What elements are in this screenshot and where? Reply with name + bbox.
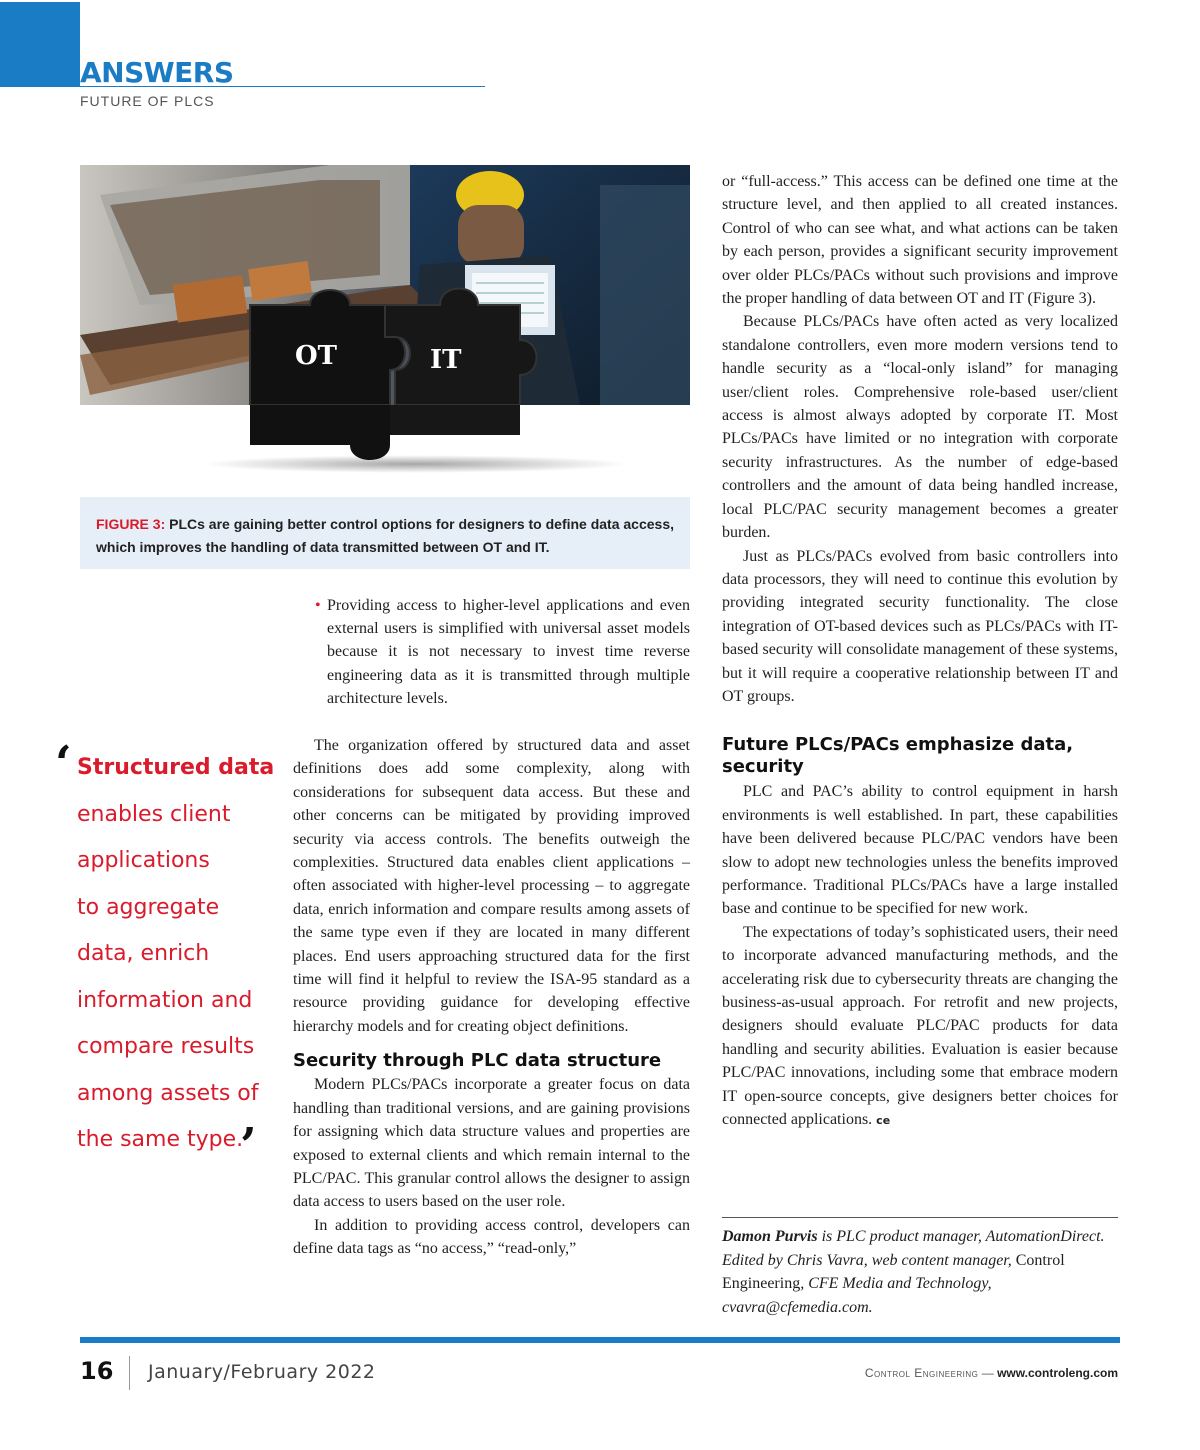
author-bio [722, 1225, 1118, 1319]
header-rule [0, 86, 485, 87]
body-paragraph: Modern PLCs/PACs incorporate a greater focus on data handling than traditional versions, and are gaining provisions for assigning which data structure values and properties are exposed to external clients and which remain internal to the PLC/PAC. This granular control allows the designer to assign data access to users based on the user role. [293, 1076, 690, 1211]
section-heading: Security through PLC data structure [293, 1050, 662, 1072]
footer-rule [80, 1337, 1120, 1343]
puzzle-label-it: IT [430, 345, 462, 375]
bullet-dot-icon: • [315, 597, 321, 614]
middle-column [293, 734, 690, 1261]
bio-text: , CFE Media and Technology, cvavra@cfemedia.com. [722, 1275, 992, 1316]
pull-quote-line: compare results [77, 1034, 255, 1059]
figure-image [80, 165, 690, 405]
right-column [722, 170, 1118, 1132]
pull-quote [77, 745, 277, 1164]
pull-quote-line: information and [77, 987, 253, 1013]
body-paragraph: PLC and PAC’s ability to control equipment in harsh environments is well established. In part, these capabilities have been delivered because PLC/PAC vendors have been slow to adopt new technologies unless the benefits improved performance. Traditional PLCs/PACs have a large installed base and continue to be specified for new work. [722, 783, 1118, 918]
section-title: ANSWERS [80, 56, 234, 89]
footer-magazine: Control Engineering [864, 1366, 979, 1380]
footer-url[interactable]: www.controleng.com [997, 1366, 1118, 1380]
body-paragraph: Because PLCs/PACs have often acted as very localized standalone controllers, even more modern versions tend to handle security as a “local-only island” for managing user/client roles. Comprehensive role-based user/client access is almost always adopted by corporate IT. Most PLCs/PACs have limited or no integration with corporate security infrastructures. As the number of edge-based controllers and the amount of data being handled increase, local PLC/PAC security management becomes a greater burden. [722, 313, 1118, 542]
author-name: Damon Purvis [722, 1228, 818, 1245]
figure-shadow [200, 455, 630, 473]
body-paragraph: Just as PLCs/PACs evolved from basic controllers into data processors, they will need to continue this evolution by providing integrated security functionality. The close integration of OT-based devices such as PLCs/PACs with IT-based security will consolidate management of these systems, but it will require a cooperative relationship between IT and OT groups. [722, 547, 1118, 705]
end-mark-icon: ce [876, 1114, 891, 1128]
pull-quote-line: among assets of [77, 1080, 259, 1106]
pull-quote-line: Structured data [77, 755, 275, 780]
close-quote-icon: ’ [240, 1118, 257, 1174]
bio-rule [722, 1217, 1118, 1218]
caption-text: PLCs are gaining better control options for designers to define data access, which improves the handling of data transmitted between OT and IT. [96, 516, 675, 555]
pull-quote-line: the same type. [77, 1127, 244, 1152]
section-heading: Future PLCs/PACs emphasize data, security [722, 734, 1074, 778]
figure-caption [80, 497, 690, 569]
bio-text: is PLC product manager, AutomationDirect. Edited by Chris Vavra, web content manager, [722, 1228, 1105, 1269]
section-color-tab [0, 2, 80, 87]
pull-quote-line: enables client [77, 801, 231, 827]
page-number: 16 [80, 1357, 114, 1385]
bio-magazine: Control Engineering [722, 1251, 1065, 1292]
body-paragraph-text: The expectations of today’s sophisticated users, their need to incorporate advanced manufacturing methods, and the accelerating risk due to cybersecurity threats are changing the business-as-usual approach. For retrofit and new projects, designers should evaluate PLC/PAC products for data handling and security abilities. Evaluation is easier because PLC/PAC innovations, including some that embrace modern IT open-source concepts, give designers better choices for connected applications. [722, 923, 1118, 1129]
body-paragraph: or “full-access.” This access can be defined one time at the structure level, and then applied to all created instances. Control of who can see what, and what actions can be taken by each person, provides a significant security improvement over older PLCs/PACs without such provisions and improve the proper handling of data between OT and IT (Figure 3). [722, 173, 1118, 308]
caption-label: FIGURE 3: [96, 516, 166, 532]
bullet-item [315, 594, 690, 710]
open-quote-icon: ‘ [55, 736, 72, 792]
pull-quote-line: applications [77, 848, 210, 873]
bullet-text: Providing access to higher-level applications and even external users is simplified with universal asset models because it is not necessary to invest time reverse engineering data as it is transmitted through multiple architecture levels. [327, 597, 690, 707]
body-paragraph: In addition to providing access control, developers can define data tags as “no access,” “read-only,” [293, 1216, 690, 1258]
pull-quote-line: to aggregate [77, 894, 220, 920]
footer-masthead [865, 1366, 1118, 1380]
footer-separator: — [981, 1366, 994, 1380]
pull-quote-line: data, enrich [77, 941, 210, 966]
body-paragraph: The organization offered by structured data and asset definitions does add some complexity, along with considerations for subsequent data access. But these and other concerns can be mitigated by providing improved security via access controls. The benefits outweigh the complexities. Structured data enables client applications – often associated with higher-level processing – to aggregate data, enrich information and compare results among assets of the same type even if they are located in many different places. End users approaching structured data for the first time will find it helpful to review the ISA-95 standard as a resource providing guidance for developing effective hierarchy models and for creating object definitions. [293, 737, 690, 1035]
section-subtitle: FUTURE OF PLCS [80, 93, 215, 109]
puzzle-label-ot: OT [295, 341, 337, 371]
factory-photo-illustration [80, 165, 690, 405]
body-paragraph [722, 921, 1118, 1133]
issue-date: January/February 2022 [148, 1361, 376, 1383]
footer-divider [129, 1356, 130, 1390]
